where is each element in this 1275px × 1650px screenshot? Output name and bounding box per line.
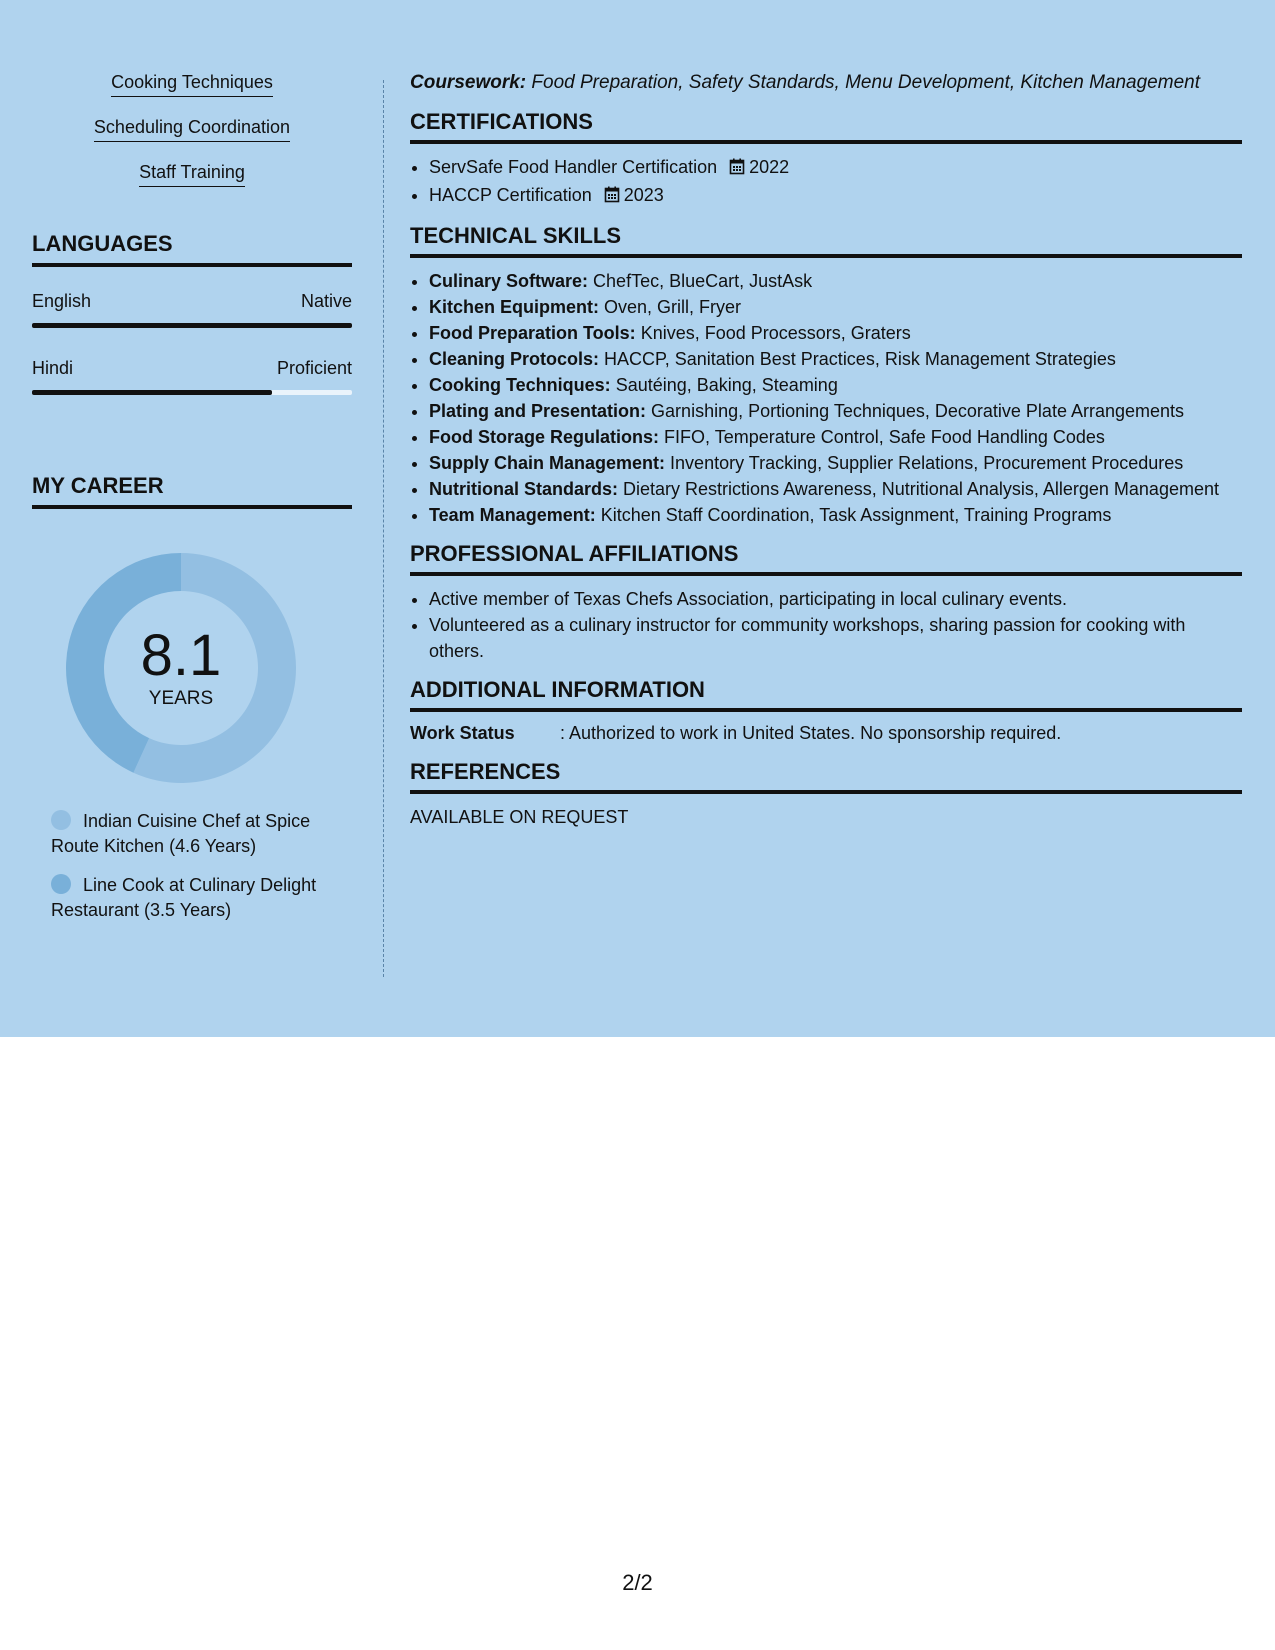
affiliation-item: • Volunteered as a culinary instructor for community workshops, sharing passion for cooking with others. bbox=[429, 612, 1242, 664]
coursework-label: Coursework: bbox=[410, 72, 527, 93]
skill-label: Food Preparation Tools: bbox=[429, 323, 636, 343]
skill-item bbox=[429, 398, 1242, 424]
heading-rule bbox=[410, 708, 1242, 712]
technical-skills-section bbox=[410, 222, 1242, 528]
skill-label: Team Management: bbox=[429, 505, 596, 525]
skill-links bbox=[32, 70, 352, 187]
skill-item bbox=[429, 346, 1242, 372]
language-row bbox=[32, 356, 352, 380]
language-bar bbox=[32, 390, 352, 395]
certification-year: 2022 bbox=[749, 157, 790, 177]
heading-rule bbox=[410, 254, 1242, 258]
calendar-icon bbox=[604, 184, 620, 210]
heading-rule bbox=[32, 505, 352, 509]
skill-link[interactable]: Cooking Techniques bbox=[32, 70, 352, 97]
career-total-years: 8.1 bbox=[140, 623, 222, 688]
heading-rule bbox=[410, 572, 1242, 576]
legend-dot bbox=[51, 874, 71, 894]
skill-label: Cleaning Protocols: bbox=[429, 349, 600, 369]
skill-item bbox=[429, 294, 1242, 320]
skill-text: Garnishing, Portioning Techniques, Decorative Plate Arrangements bbox=[651, 401, 1185, 421]
heading-rule bbox=[32, 263, 352, 267]
skill-item bbox=[429, 502, 1242, 528]
page-number: 2/2 bbox=[622, 1570, 653, 1595]
additional-info-heading: ADDITIONAL INFORMATION bbox=[410, 677, 705, 702]
technical-skills-heading: TECHNICAL SKILLS bbox=[410, 223, 622, 248]
skill-item bbox=[429, 424, 1242, 450]
certification-name: HACCP Certification bbox=[429, 185, 592, 205]
certification-item bbox=[429, 154, 1242, 182]
language-bar-fill bbox=[32, 390, 272, 395]
language-bar-fill bbox=[32, 323, 352, 328]
legend-label: Indian Cuisine Chef at Spice Route Kitchen (4.6 Years) bbox=[51, 811, 311, 856]
skill-item bbox=[429, 320, 1242, 346]
affiliations-list bbox=[410, 586, 1242, 664]
skill-label: Cooking Techniques: bbox=[429, 375, 611, 395]
language-name: English bbox=[32, 291, 92, 311]
coursework-text: Food Preparation, Safety Standards, Menu Development, Kitchen Management bbox=[531, 72, 1200, 93]
languages-section bbox=[32, 229, 352, 395]
skill-link[interactable]: Scheduling Coordination bbox=[32, 115, 352, 142]
skill-link[interactable]: Staff Training bbox=[32, 160, 352, 187]
career-legend bbox=[32, 809, 352, 923]
skill-label: Kitchen Equipment: bbox=[429, 297, 599, 317]
references-heading: REFERENCES bbox=[410, 759, 561, 784]
skill-item bbox=[429, 268, 1242, 294]
skill-text: Inventory Tracking, Supplier Relations, Procurement Procedures bbox=[670, 453, 1184, 473]
language-level: Native bbox=[300, 291, 352, 311]
certifications-list bbox=[410, 154, 1242, 210]
work-status-row bbox=[410, 720, 1242, 746]
skill-label: Plating and Presentation: bbox=[429, 401, 647, 421]
skill-text: Oven, Grill, Fryer bbox=[604, 297, 742, 317]
skill-label: Nutritional Standards: bbox=[429, 479, 619, 499]
skill-label: Culinary Software: bbox=[429, 271, 589, 291]
technical-skills-list bbox=[410, 268, 1242, 528]
donut-center bbox=[66, 553, 296, 783]
language-bar bbox=[32, 323, 352, 328]
certifications-section bbox=[410, 108, 1242, 210]
certification-year: 2023 bbox=[623, 185, 664, 205]
coursework bbox=[410, 70, 1242, 96]
heading-rule bbox=[410, 790, 1242, 794]
career-total-unit: YEARS bbox=[148, 688, 214, 709]
skill-text: ChefTec, BlueCart, JustAsk bbox=[593, 271, 813, 291]
certification-name: ServSafe Food Handler Certification bbox=[429, 157, 718, 177]
skill-item bbox=[429, 476, 1242, 502]
skill-text: Dietary Restrictions Awareness, Nutritional Analysis, Allergen Management bbox=[623, 479, 1219, 499]
legend-item bbox=[32, 809, 352, 859]
skill-text: Sautéing, Baking, Steaming bbox=[615, 375, 838, 395]
legend-item bbox=[32, 873, 352, 923]
legend-label: Line Cook at Culinary Delight Restaurant (3.5 Years) bbox=[51, 875, 317, 920]
left-column bbox=[32, 70, 352, 923]
affiliations-section bbox=[410, 540, 1242, 664]
heading-rule bbox=[410, 140, 1242, 144]
skill-text: Kitchen Staff Coordination, Task Assignment, Training Programs bbox=[600, 505, 1112, 525]
work-status-value: : Authorized to work in United States. No sponsorship required. bbox=[560, 723, 1062, 743]
language-row bbox=[32, 289, 352, 313]
references-text: AVAILABLE ON REQUEST bbox=[410, 807, 629, 827]
skill-item bbox=[429, 450, 1242, 476]
skill-text: HACCP, Sanitation Best Practices, Risk Management Strategies bbox=[604, 349, 1116, 369]
additional-info-section bbox=[410, 676, 1242, 746]
calendar-icon bbox=[729, 156, 745, 182]
career-heading: MY CAREER bbox=[32, 473, 164, 498]
languages-heading: LANGUAGES bbox=[32, 231, 173, 256]
work-status-label: Work Status bbox=[410, 723, 515, 743]
right-column bbox=[410, 70, 1242, 842]
skill-item bbox=[429, 372, 1242, 398]
column-divider bbox=[383, 80, 384, 977]
skill-label: Supply Chain Management: bbox=[429, 453, 666, 473]
skill-text: Knives, Food Processors, Graters bbox=[640, 323, 911, 343]
certifications-heading: CERTIFICATIONS bbox=[410, 109, 593, 134]
career-section bbox=[32, 471, 352, 923]
skill-label: Food Storage Regulations: bbox=[429, 427, 660, 447]
certification-item bbox=[429, 182, 1242, 210]
references-section bbox=[410, 758, 1242, 830]
language-name: Hindi bbox=[32, 358, 74, 378]
legend-dot bbox=[51, 810, 71, 830]
affiliation-item: • Active member of Texas Chefs Association, participating in local culinary events. bbox=[429, 586, 1242, 612]
skill-text: FIFO, Temperature Control, Safe Food Handling Codes bbox=[664, 427, 1105, 447]
language-level: Proficient bbox=[276, 358, 352, 378]
affiliations-heading: PROFESSIONAL AFFILIATIONS bbox=[410, 541, 739, 566]
career-donut bbox=[66, 553, 296, 783]
